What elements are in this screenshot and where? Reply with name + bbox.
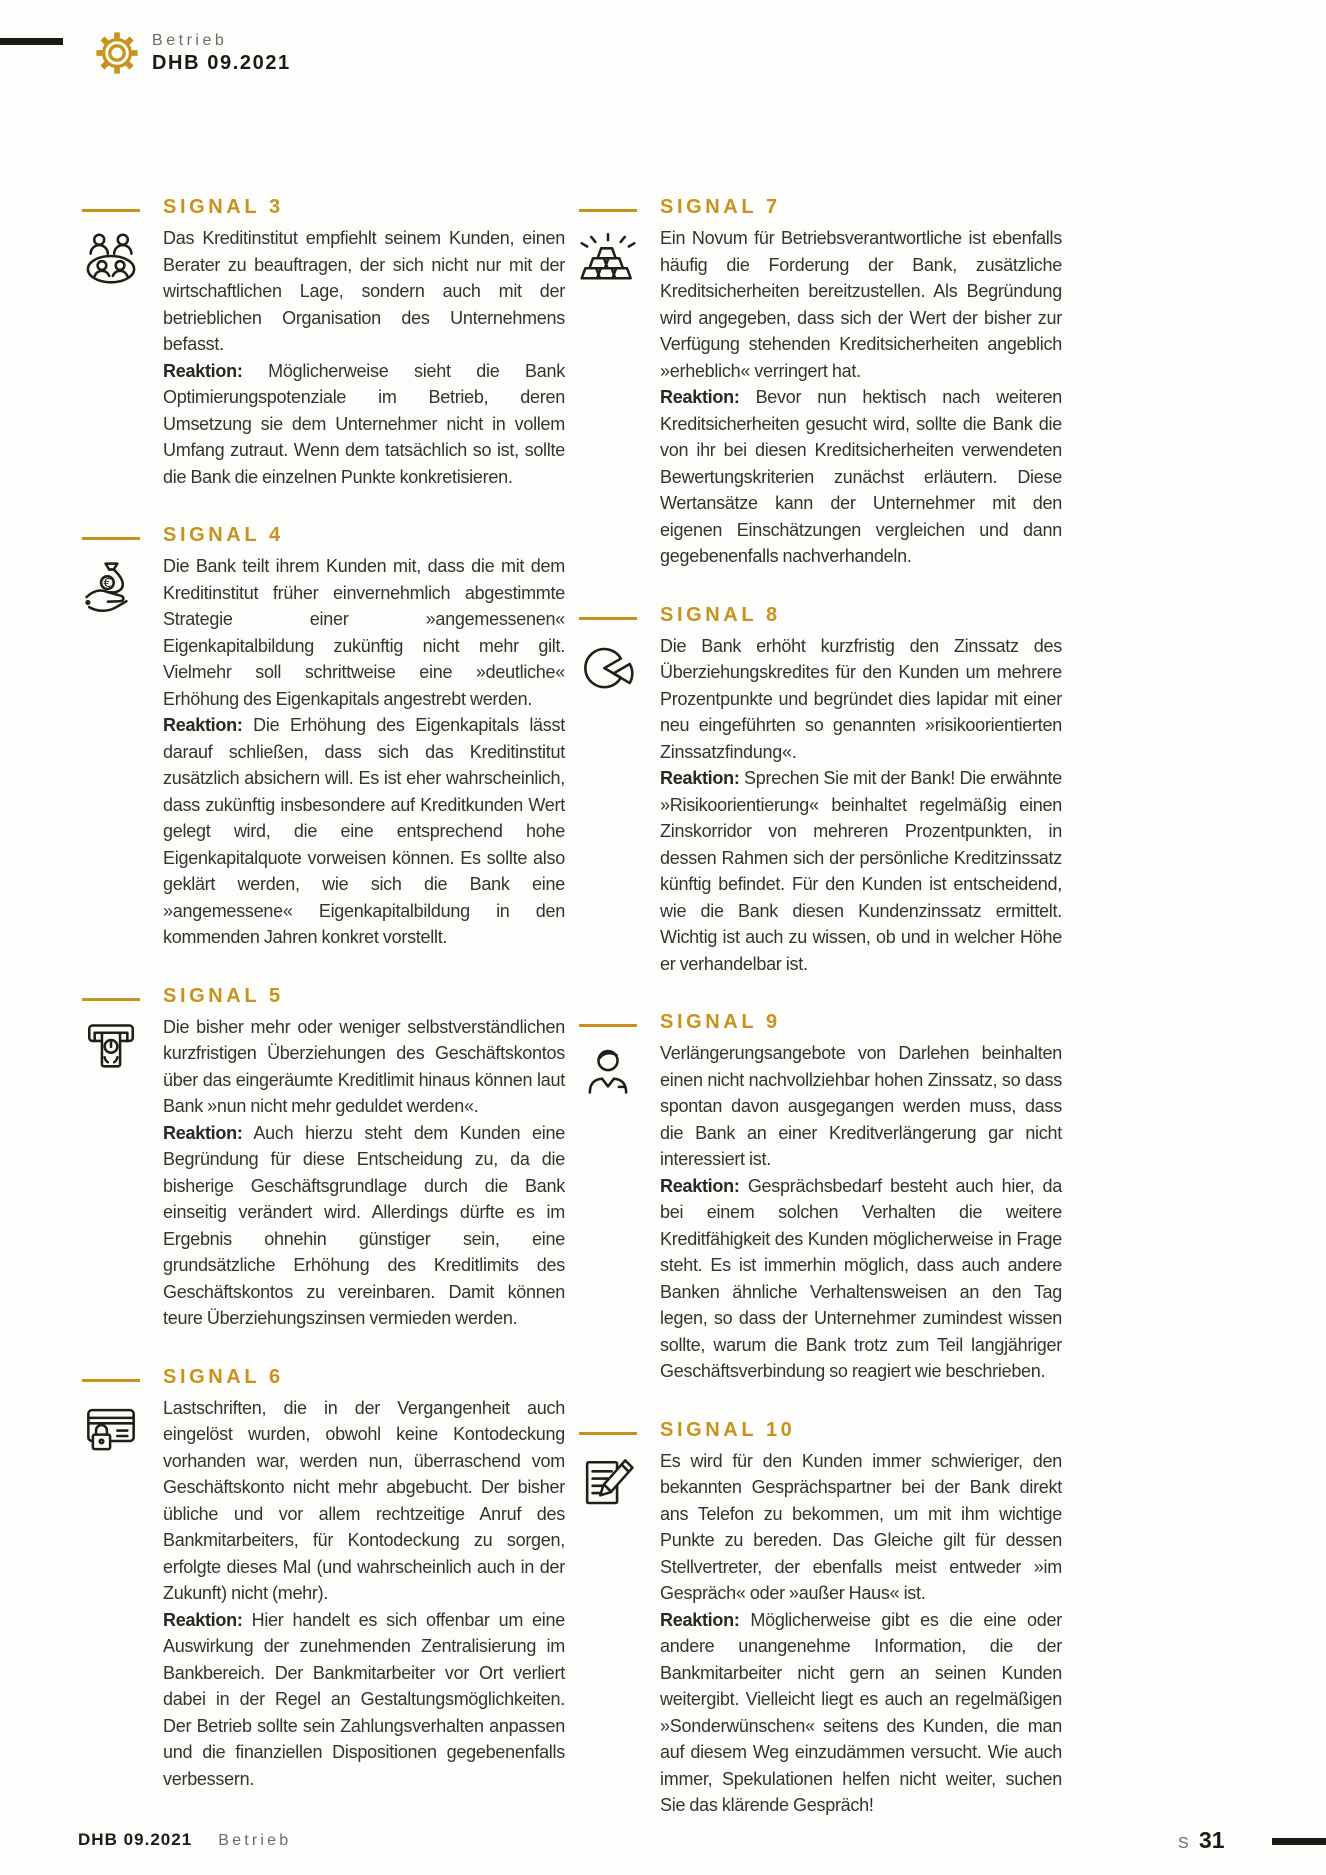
accent-rule [82,209,140,212]
gold-bars-icon [579,232,637,290]
signal-reaction [660,1607,1062,1819]
signal-section-3 [82,196,565,490]
signal-gutter [82,985,163,1332]
accent-rule [579,209,637,212]
signal-gutter [82,1366,163,1793]
signal-gutter [579,1419,660,1819]
atm-banknote-icon [82,1021,140,1079]
signal-description: Es wird für den Kunden immer schwieriger, den bekannten Gesprächspartner bei der Bank direkt ans Telefon zu bekommen, um mit ihm wichtige Punkte zu bereden. Das Gleiche gilt für dessen Stellvertreter, der ebenfalls meist entweder »im Gespräch« oder »außer Haus« ist. [660,1450,1062,1603]
left-column [82,196,565,1826]
reaction-text: Die Erhöhung des Eigenkapitals lässt darauf schließen, dass sich das Kreditinstitut zusätzlich absichern will. Es ist eher wahrscheinlich, dass zukünftig insbesondere auf Kreditkunden Wert gelegt wird, die eine entsprechend hohe Eigenkapitalquote vorweisen können. Es sollte also geklärt werden, wie sich die Bank eine »angemessene« Eigenkapitalbildung in den kommenden Jahren konkret vorstellt. [163,715,565,947]
signal-title: SIGNAL 3 [163,196,284,218]
bottom-right-rule [1272,1838,1326,1845]
meeting-people-icon [82,232,140,290]
accent-rule [82,537,140,540]
reaction-text: Auch hierzu steht dem Kunden eine Begründung für diese Entscheidung zu, da die bisherige Geschäftsgrundlage durch die Bank einseitig verändert wird. Allerdings dürfte es im Ergebnis ohnehin günstiger sein, eine grundsätzliche Erhöhung des Kreditlimits des Geschäftskontos zu vereinbaren. Damit können teure Überziehungszinsen vermieden werden. [163,1122,565,1328]
accent-rule [579,1432,637,1435]
document-pencil-icon [579,1455,637,1513]
reaction-label: Reaktion: [163,360,243,381]
reaction-label: Reaktion: [163,715,243,735]
signal-description: Ein Novum für Betriebsverantwortliche ist ebenfalls häufig die Forderung der Bank, zusätzliche Kreditsicherheiten bereitzustellen. Als Begründung wird angegeben, dass sich der Wert der bisher zur Verfügung stehenden Kreditsicherheiten angeblich »erheblich« verringert hat. [660,228,1062,381]
reaction-label: Reaktion: [660,1609,740,1630]
reaction-text: Möglicherweise sieht die Bank Optimierungspotenziale im Betrieb, deren Umsetzung sie dem Unternehmer nicht in vollem Umfang zutraut. Wenn dem tatsächlich so ist, sollte die Bank die einzelnen Punkte konkretisieren. [163,360,565,487]
reaction-label: Reaktion: [660,387,740,407]
signal-gutter [82,196,163,490]
signal-description: Lastschriften, die in der Vergangenheit auch eingelöst wurden, obwohl keine Kontodeckung vorhanden war, werden nun, überraschend vom Geschäftskonto nicht mehr abgebucht. Der bisher übliche und vor allem rechtzeitige Anruf des Bankmitarbeiters, für Kontodeckung zu sorgen, erfolgte dieses Mal (und wahrscheinlich auch in der Zukunft) nicht (mehr). [163,1397,565,1603]
signal-reaction [163,712,565,951]
signal-description: Das Kreditinstitut empfiehlt seinem Kunden, einen Berater zu beauftragen, der sich nicht nur mit der wirtschaftlichen Lage, sondern auch mit der betrieblichen Organisation des Unternehmens befasst. [163,228,565,354]
page-number: 31 [1198,1827,1225,1853]
signal-title: SIGNAL 10 [660,1418,796,1441]
signal-gutter [82,524,163,951]
section-kicker: Betrieb [152,32,228,49]
accent-rule [579,1024,637,1027]
signal-gutter [579,604,660,978]
footer-left [78,1830,291,1850]
businessman-icon [579,1047,637,1105]
signal-reaction [163,1607,565,1793]
signal-section-6 [82,1366,565,1793]
signal-title: SIGNAL 4 [163,524,284,546]
signal-title: SIGNAL 9 [660,1011,781,1033]
signal-title: SIGNAL 5 [163,984,284,1007]
reaction-text: Sprechen Sie mit der Bank! Die erwähnte »Risikoorientierung« beinhaltet regelmäßig einen Zinskorridor von mehreren Prozentpunkten, in dessen Rahmen sich der persönliche Kreditzinssatz künftig befindet. Für den Kunden ist entscheidend, wie die Bank diesen Kundenzinssatz ermittelt. Wichtig ist auch zu wissen, ob und in welcher Höhe er verhandelbar ist. [660,768,1062,974]
money-bag-hand-icon [82,560,140,618]
reaction-text: Möglicherweise gibt es die eine oder andere unangenehme Information, die der Bankmitarbeiter nicht gern an seinen Kunden weitergibt. Vielleicht liegt es auch an regelmäßigen »Sonderwünschen« seitens des Kunden, die man auf diesem Weg einzudämmen versucht. Wie auch immer, Spekulationen helfen nicht weiter, suchen Sie das klärende Gespräch! [660,1609,1063,1815]
accent-rule [82,1379,140,1382]
credit-card-lock-icon [82,1402,140,1460]
accent-rule [82,998,140,1001]
top-left-rule [0,38,63,45]
signal-section-9 [579,1011,1062,1385]
signal-description: Verlängerungsangebote von Darlehen beinhalten einen nicht nachvollziehbar hohen Zinssatz, so dass spontan davon ausgegangen werden muss, dass die Bank an einer Kreditverlängerung gar nicht interessiert ist. [660,1043,1062,1169]
issue-title: DHB 09.2021 [152,52,291,74]
accent-rule [579,617,637,620]
reaction-label: Reaktion: [163,1122,243,1143]
reaction-label: Reaktion: [660,768,740,788]
signal-description: Die bisher mehr oder weniger selbstverständlichen kurzfristigen Überziehungen des Geschäftskontos über das eingeräumte Kreditlimit hinaus können laut Bank »nun nicht mehr geduldet werden«. [163,1016,565,1116]
page-prefix: S [1178,1835,1190,1852]
signal-gutter [579,196,660,570]
footer-page-indicator [1178,1827,1225,1854]
signal-section-5 [82,985,565,1332]
signal-section-8 [579,604,1062,978]
signal-section-10 [579,1419,1062,1819]
signal-gutter [579,1011,660,1385]
reaction-text: Bevor nun hektisch nach weiteren Kreditsicherheiten gesucht wird, sollte die Bank die von ihr bei diesen Kreditsicherheiten verwendeten Bewertungskriterien zunächst erläutern. Diese Wertansätze kann der Unternehmer mit den eigenen Einschätzungen vergleichen und dann gegebenenfalls nachverhandeln. [660,387,1062,566]
right-column [579,196,1062,1853]
signal-reaction [660,765,1062,977]
pie-chart-icon [579,640,637,698]
signal-section-4 [82,524,565,951]
signal-reaction [660,384,1062,570]
reaction-text: Hier handelt es sich offenbar um eine Auswirkung der zunehmenden Zentralisierung im Bankbereich. Der Bankmitarbeiter vor Ort verliert dabei in der Regel an Gestaltungsmöglichkeiten. Der Betrieb sollte sein Zahlungsverhalten anpassen und die finanziellen Dispositionen gegebenenfalls verbessern. [163,1609,566,1789]
signal-title: SIGNAL 7 [660,196,781,218]
signal-reaction [163,358,565,491]
page-header [94,30,291,76]
signal-title: SIGNAL 6 [163,1365,284,1388]
signal-reaction [163,1120,565,1332]
signal-description: Die Bank teilt ihrem Kunden mit, dass die mit dem Kreditinstitut früher einvernehmlich abgestimmte Strategie einer »angemessenen« Eigenkapitalbildung zukünftig nicht mehr gilt. Vielmehr soll schrittweise eine »deutliche« Erhöhung des Eigenkapitals angestrebt werden. [163,556,565,709]
euro-glyph: € [103,575,112,591]
footer-issue: DHB 09.2021 [78,1830,193,1849]
signal-title: SIGNAL 8 [660,603,781,626]
reaction-label: Reaktion: [660,1175,740,1196]
signal-description: Die Bank erhöht kurzfristig den Zinssatz des Überziehungskredites für den Kunden um mehrere Prozentpunkte und begründet dies lapidar mit einer neu eingeführten so genannten »risikoorientierten Zinssatzfindung«. [660,635,1062,762]
reaction-text: Gesprächsbedarf besteht auch hier, da bei einem solchen Verhalten die weitere Kreditfähigkeit des Kunden möglicherweise in Frage steht. Es ist immerhin möglich, dass auch andere Banken ähnliche Verhaltensweisen an den Tag legen, so dass der Unternehmer zumindest wissen sollte, warum die Bank trotz zum Teil langjähriger Geschäftsverbindung so reagiert wie beschrieben. [660,1175,1063,1381]
gear-icon [94,30,140,76]
signal-reaction [660,1173,1062,1385]
signal-section-7 [579,196,1062,570]
footer-section: Betrieb [218,1832,292,1849]
reaction-label: Reaktion: [163,1609,243,1630]
